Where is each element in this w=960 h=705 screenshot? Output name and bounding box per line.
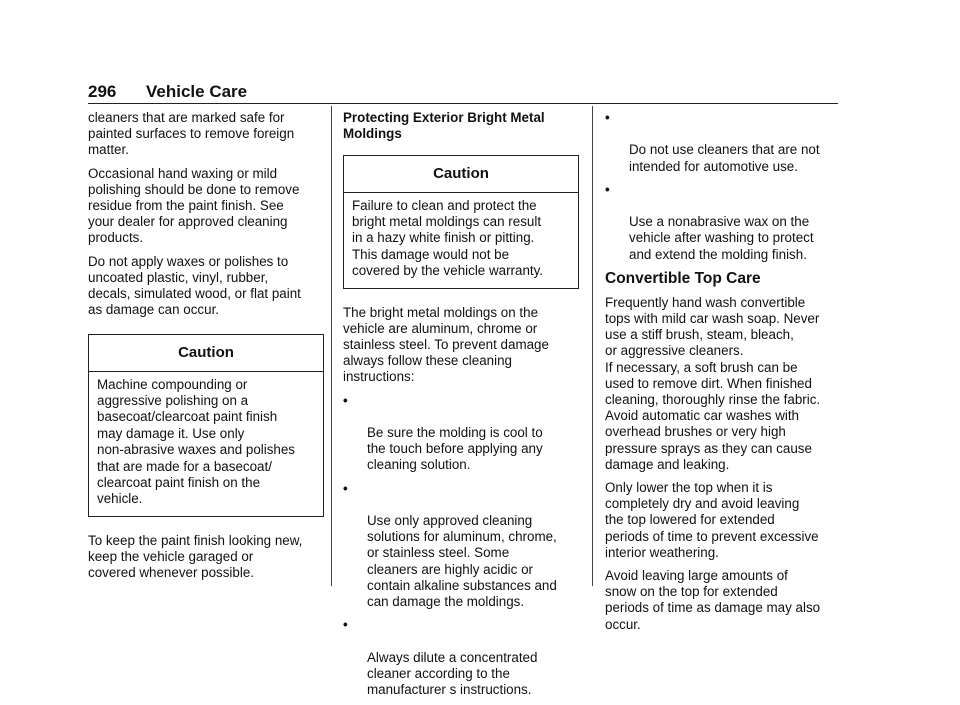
caution-text: Failure to clean and protect the bright metal moldings can result in a hazy white finish or pitting. This damage would not be covered by the vehicle warranty. — [352, 197, 544, 279]
paragraph: The bright metal moldings on the vehicle are aluminum, chrome or stainless steel. To prevent damage always follow these cleaning instructions: — [343, 304, 549, 385]
header-rule — [88, 103, 838, 104]
bullet-icon: • — [343, 480, 348, 496]
bullet-icon: • — [605, 110, 610, 125]
list-item-text: Use a nonabrasive wax on the vehicle after washing to protect and extend the molding finish. — [629, 214, 814, 262]
list-item — [605, 110, 841, 175]
column-3 — [605, 110, 841, 640]
column-1 — [88, 110, 324, 589]
paragraph: cleaners that are marked safe for painted surfaces to remove foreign matter. — [88, 110, 295, 158]
list-item-text: Use only approved cleaning solutions for aluminum, chrome, or stainless steel. Some cleaners are highly acidic or contain alkaline substances and can damage the moldings. — [367, 513, 557, 610]
list-item — [343, 393, 579, 474]
column-divider-2 — [592, 106, 593, 586]
list-item-text: Be sure the molding is cool to the touch before applying any cleaning solution. — [367, 425, 543, 473]
paragraph: Do not apply waxes or polishes to uncoated plastic, vinyl, rubber, decals, simulated wood, or flat paint as damage can occur. — [88, 253, 301, 318]
section-title: Vehicle Care — [146, 82, 248, 101]
column-divider-1 — [331, 106, 332, 586]
caution-title: Caution — [344, 156, 578, 192]
caution-text: Machine compounding or aggressive polishing on a basecoat/clearcoat paint finish may damage it. Use only non-abrasive waxes and polishes that are made for a basecoat/ clearcoat paint finish on the vehicle. — [97, 376, 296, 507]
paragraph: To keep the paint finish looking new, keep the vehicle garaged or covered whenever possible. — [88, 532, 303, 581]
caution-box — [88, 334, 324, 516]
caution-title: Caution — [89, 335, 323, 371]
column-2 — [343, 110, 579, 705]
list-item-text: Do not use cleaners that are not intended for automotive use. — [629, 142, 820, 174]
paragraph: Only lower the top when it is completely dry and avoid leaving the top lowered for extended periods of time to prevent excessive interior weathering. — [605, 480, 819, 560]
page-number: 296 — [88, 82, 117, 101]
page-header — [88, 82, 838, 104]
bullet-icon: • — [343, 392, 348, 408]
list-item — [343, 617, 579, 698]
list-item-text: Always dilute a concentrated cleaner according to the manufacturer s instructions. — [367, 649, 538, 698]
paragraph: Occasional hand waxing or mild polishing should be done to remove residue from the paint finish. See your dealer for approved cleaning products. — [88, 165, 300, 246]
bullet-icon: • — [605, 181, 610, 197]
bullet-icon: • — [343, 617, 348, 633]
subheading: Protecting Exterior Bright Metal Moldings — [343, 110, 545, 142]
list-item — [605, 182, 841, 263]
paragraph: Avoid leaving large amounts of snow on the top for extended periods of time as damage may also occur. — [605, 568, 821, 632]
caution-box — [343, 155, 579, 288]
section-heading: Convertible Top Care — [605, 269, 761, 287]
paragraph: Frequently hand wash convertible tops with mild car wash soap. Never use a stiff brush, steam, bleach, or aggressive cleaners. If necessary, a soft brush can be used to remove dirt. When finished cleaning, thoroughly rinse the fabric. Avoid automatic car washes with overhead brushes or very high pressure sprays as they can cause damage and leaking. — [605, 294, 821, 472]
list-item — [343, 481, 579, 611]
